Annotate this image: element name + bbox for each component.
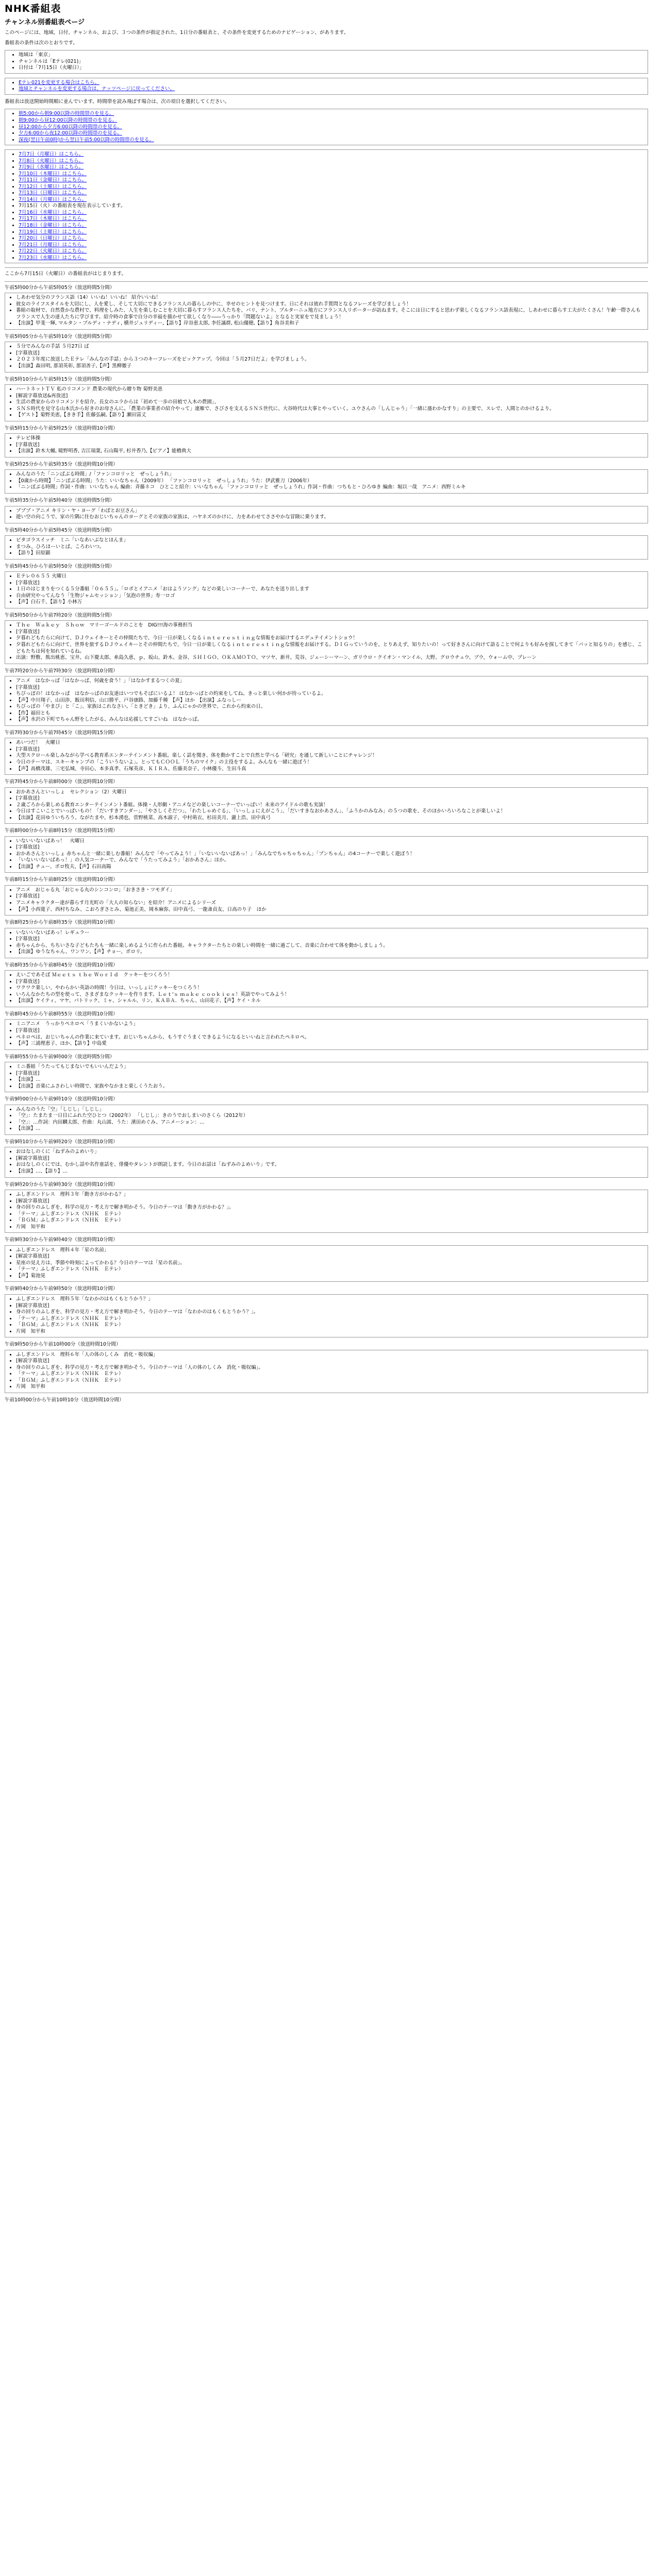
list-start-notice: ここから7月15日（火曜日）の番組表がはじまります。 xyxy=(5,271,126,277)
program-time: 午前9時50分から午前10時00分（放送時間10分間） xyxy=(5,1342,121,1348)
timeband-item xyxy=(19,117,644,124)
date-link[interactable]: 7月12日（土曜日）はこちら。 xyxy=(19,183,87,190)
program-time: 午前5時35分から午前5時40分（放送時間5分間） xyxy=(5,497,115,503)
program-detail: • [字幕放送] xyxy=(16,685,644,691)
program-detail: • [解説字幕放送] xyxy=(16,1358,644,1365)
program-time: 午前5時00分から午前5時05分（放送時間5分間） xyxy=(5,284,115,291)
program-detail-list xyxy=(9,789,644,822)
program-detail: • 番組の取材で、自然豊かな農村で、料理をしみた、人生を楽しむことを大切に暮らすフランス人たちを、パリ、ナント、プルターニュ地方にフランス人リポーターが訪ねます。そこには日にすると思わず楽しくなるフランス語表現に、しあわせに暮らす工夫がたくさん！午齢一際さんもフランスで人生の達人たちに学びます。紹介時の食事で自分の幸福を描かせて欲しくなり――うっかり「問題ないよ」となると実家をで見ましょう！ xyxy=(16,308,644,320)
date-link[interactable]: 7月23日（水曜日）はこちら。 xyxy=(19,255,87,261)
date-item xyxy=(19,216,644,223)
program-entry xyxy=(5,676,648,726)
program-detail: • 赤ちゃんから、ちちいさな子どもたちも一緒に楽しめるように作られた番組。キャラクターたちとの楽しい時間を一緒に過ごして、音楽に合わせて体を動かしましょう。 xyxy=(16,943,644,950)
program-time: 午前8時00分から午前8時15分（放送時間15分間） xyxy=(5,828,118,834)
program-detail: • 【出演】花田ゆういちろう、ながたまや、杉本湧也、菅野桃菜、高木淑子、中村萌衣、杉田美月、瀧上浩、田中真弓 xyxy=(16,815,644,822)
program-time: 午前5時40分から午前5時45分（放送時間5分間） xyxy=(5,527,115,533)
timeband-link[interactable]: 朝5:00から朝9:00以降の時間帯のを見る。 xyxy=(19,111,114,117)
timeband-item xyxy=(19,124,644,131)
program-detail: • 【声】中川翔子、山田渉、飯田利信、山口勝平、戸谷康路、加藤千種 【声】ほか 【出演】ふなっしー xyxy=(16,698,644,704)
program-detail-list xyxy=(9,1107,644,1132)
program-time: 午前5時25分から午前5時35分（放送時間10分間） xyxy=(5,461,118,467)
program-detail: • ちびっぽの「やまび」と「こ」、家族はこれなさい。「ときどき」より、ふんにゃかの世界で、これから約束の日。 xyxy=(16,704,644,710)
program-detail: • まつみ、ひろほーいとば、ころわいつ。 xyxy=(16,544,644,551)
program-detail: • [字幕放送] xyxy=(16,350,644,357)
condition-date: • 日付は「7月15日（火曜日）」 xyxy=(19,65,644,72)
program-detail: • 片岡 知平和 xyxy=(16,1329,644,1335)
timeband-item xyxy=(19,137,644,144)
program-detail: • おはなしのくにでは、むかし話や名作童話を、俳優やタレントが朗読します。今日のお話は「ねずみのよめいり」です。 xyxy=(16,1162,644,1168)
program-detail: • 【出演】ゆうなちゃん、ワンワン、【声】チョー、ポロリ。 xyxy=(16,949,644,956)
program-title: • ふしぎエンドレス 理科５年「なわかのはもくもとうかう？」 xyxy=(16,1296,644,1303)
program-detail: • 「テーマ」ふしぎエンドレス（ＮＨＫ Ｅテレ） xyxy=(16,1371,644,1378)
program-detail: • [解説字幕放送&再放送] xyxy=(16,393,644,400)
timeband-link[interactable]: 昼12:00から夕方6:00以降の時間帯のを見る。 xyxy=(19,124,122,130)
program-detail: • 【出演】森田明, 那須英彰, 那須善子,【声】黒柳徹子 xyxy=(16,363,644,370)
program-title: • みんなのうた「ニンぱぶる時間」/「ファンコロリッと ぜっしょうれ」 xyxy=(16,471,644,478)
change-region-link[interactable]: 地域とチャンネルを変更する場合は、ナッツページに戻ってください。 xyxy=(19,86,175,92)
date-item xyxy=(19,164,644,171)
program-detail: • 【出演】甲斐一輝, マルタン・ブルディ・ナディ, 横井ジュリディー,【語り】岸谷恵太郎, 李任議群, 松山優穂,【語り】角谷美和子 xyxy=(16,320,644,327)
program-detail: • 身の回りのふしぎを、科学の見方・考え方で解き明かそう。今日のテーマは「人の体のしくみ 消化・吸収編」。 xyxy=(16,1365,644,1371)
program-entry xyxy=(5,1105,648,1135)
program-detail: • [字幕放送] xyxy=(16,1071,644,1077)
program-entry xyxy=(5,293,648,330)
program-detail: • 片岡 知平和 xyxy=(16,1224,644,1231)
program-detail: • 自由研究やってんなう「生物ジャムセッション」「気泡の世界」寿一ロゴ xyxy=(16,593,644,600)
program-detail: • [字幕放送] xyxy=(16,893,644,900)
conditions-list xyxy=(8,52,644,72)
program-time: 午前7時45分から午前8時00分（放送時間10分間） xyxy=(5,779,118,785)
program-detail: • 遊い空の向こうで、家の片隅に住むおじいちゃんのヨーグとその家族の家族は、ハヤネズのかけに、力をあわせてささやかな冒険に乗ります。 xyxy=(16,514,644,521)
program-entry xyxy=(5,384,648,421)
program-title: • ふしぎエンドレス 理科６年「人の体のしくみ 消化・吸収編」 xyxy=(16,1352,644,1359)
program-detail: • [字幕放送] xyxy=(16,979,644,986)
date-item xyxy=(19,203,644,210)
program-detail-list xyxy=(9,887,644,913)
program-title: • テレビ体操 xyxy=(16,435,644,442)
date-item xyxy=(19,235,644,242)
timeband-heading: 番組表は放送開始時間順に並んでいます。時間帯を読み飛ばす場合は、次の項目を選択してください。 xyxy=(5,98,230,105)
program-detail: • 【声】高橋茂雄、三宅弘城、寺田心、本多真孝、石塚英彦、ＫＩＲＡ、佐藤美奈子、小林優斗、生田斗真 xyxy=(16,766,644,773)
program-detail: • 片岡 知平和 xyxy=(16,1384,644,1391)
program-detail-list xyxy=(9,471,644,491)
program-time: 午前8時45分から午前8時55分（放送時間10分間） xyxy=(5,1011,118,1017)
program-detail: • [解説字幕放送] xyxy=(16,1156,644,1162)
program-detail-list xyxy=(9,573,644,606)
date-item xyxy=(19,184,644,191)
program-title: • ５分でみんなの手話 ５月27日 ば xyxy=(16,344,644,350)
program-entry xyxy=(5,928,648,958)
program-detail: • 「いないいないばあっ！」の人気コーナーで、みんなで「うたってみよう」「おかあさん」ほか。 xyxy=(16,857,644,864)
date-item xyxy=(19,171,644,178)
program-title: • ミニ番組「うたってもじまないでもいいんだよう」 xyxy=(16,1064,644,1071)
date-item xyxy=(19,190,644,197)
program-title: • Ｅテレ０６５５ 火曜日 xyxy=(16,573,644,580)
program-detail: • 生活の農家からのリコメンドを紹介。長女のユラからは「初めて一歩の田植で入木の農園」、 xyxy=(16,399,644,406)
program-detail: • 「ＢＧＭ」ふしぎエンドレス（ＮＨＫ Ｅテレ） xyxy=(16,1378,644,1384)
date-link[interactable]: 7月19日（土曜日）はこちら。 xyxy=(19,229,87,235)
program-detail: • 【出演】ケイティ、マヤ、パトリック、ミャ、シャルル、リン、ＫＡＢＡ．ちゃん、山田花子、【声】ケイ・ネル xyxy=(16,998,644,1005)
date-item xyxy=(19,177,644,184)
program-detail: • 【出演】…、【語り】… xyxy=(16,1168,644,1175)
date-link[interactable]: 7月20日（日曜日）はこちら。 xyxy=(19,235,87,242)
conditions-box xyxy=(5,50,648,74)
program-detail: • 星座の見え方は、季節や時刻によってかわる？今日のテーマは「星の名前」。 xyxy=(16,1260,644,1267)
program-title: • ふしぎエンドレス 理科４年「星の名前」 xyxy=(16,1247,644,1254)
program-time: 午前8時15分から午前8時25分（放送時間10分間） xyxy=(5,877,118,883)
program-time: 午前9時10分から午前9時20分（放送時間10分間） xyxy=(5,1139,118,1145)
date-link[interactable]: 7月11日（金曜日）はこちら。 xyxy=(19,177,87,183)
program-detail: • 【語り】田原顕 xyxy=(16,550,644,557)
conditions-heading: 番組表の条件は次のとおりです。 xyxy=(5,40,78,46)
program-detail: • [解説字幕放送] xyxy=(16,1303,644,1310)
program-detail: • 【声】菊池晃 xyxy=(16,1273,644,1280)
program-detail: • 夕暮れどもたらに向けて、ＤＪウェイキーとその仲間たちで、今日一日が楽しくなるｉｎｔｅｒｅｓｔｉｎｇな情報をお届けするエデュテイメントショウ！ xyxy=(16,635,644,642)
program-time: 午前5時50分から午前7時20分（放送時間5分間） xyxy=(5,612,115,618)
program-entry xyxy=(5,1245,648,1282)
program-entry xyxy=(5,787,648,824)
date-link[interactable]: 7月7日（月曜日）はこちら。 xyxy=(19,151,84,158)
program-entry xyxy=(5,1350,648,1393)
program-detail: • 【声】白石千、【語り】小林万 xyxy=(16,599,644,606)
program-entry xyxy=(5,738,648,775)
date-link[interactable]: 7月17日（木曜日）はこちら。 xyxy=(19,216,87,222)
program-title: • しあわせ気分のフランス語（14）いいね！いいね！ 紹介いいね！ xyxy=(16,295,644,301)
program-detail: • [字幕放送] xyxy=(16,795,644,802)
program-detail: • 夕暮れどもたらに向けて、世界を旅するＤＪウェイキーとその仲間たちで、今日一日が楽しくなるｉｎｔｅｒｅｓｔｉｎｇな情報をお届けする。ＤＩＧっていうのを、とりあえず、知りたいの！って好きさんに向けて語ることで何よりも好みを探してきて「パッと知るりの」を感じ、こどもたちは何を知れているね。 xyxy=(16,642,644,655)
program-detail: • [解説字幕放送] xyxy=(16,1198,644,1205)
date-link[interactable]: 7月9日（水曜日）はこちら。 xyxy=(19,164,84,171)
program-detail-list xyxy=(9,1021,644,1047)
program-detail: • 「テーマ」ふしぎエンドレス（ＮＨＫ Ｅテレ） xyxy=(16,1211,644,1218)
program-detail: • 【出演】鈴木大輔, 暖野明香, 吉江瑞葉, 石山陽平, 杉井香乃,【ピアノ】能櫓典大 xyxy=(16,448,644,455)
divider xyxy=(5,281,648,282)
program-detail: • 彼女のライフスタイルを大切にし、人を愛し、そして大切にできるフランス人の暮らしの中に、幸せのヒントを見つけます。日にそれは彼れ手質問となるフレーズを学びましょう！ xyxy=(16,301,644,308)
program-entry xyxy=(5,885,648,916)
program-entry xyxy=(5,620,648,664)
program-detail: • 【ゲスト】菊野美恵,【きき手】佐藤弘嗣,【語り】瀬田富丈 xyxy=(16,412,644,419)
program-detail: • 「ＢＧＭ」ふしぎエンドレス（ＮＨＫ Ｅテレ） xyxy=(16,1217,644,1224)
program-time: 午前7時20分から午前7時30分（放送時間10分間） xyxy=(5,668,118,674)
program-title: • おはなしのくに「ねずみのよめいり」 xyxy=(16,1149,644,1156)
program-title: • Ｔｈｅ Ｗａｋｅｙ Ｓｈｏｗ マリーゴールドのことを DIG!!!海の事務担当 xyxy=(16,622,644,629)
program-title: • あいつだ！ 火曜日 xyxy=(16,740,644,747)
program-entry xyxy=(5,1019,648,1049)
program-detail-list xyxy=(9,678,644,723)
program-detail-list xyxy=(9,838,644,871)
condition-channel: • チャンネルは「Eテレ(021)」 xyxy=(19,59,644,65)
divider xyxy=(5,267,648,268)
program-detail-list xyxy=(9,1352,644,1391)
program-detail: • １日のはじまりをつくる５分番組「０６５５」。「ロボとイアニメ「おはようソング」などの楽しいコーナーで、あなたを送り出します xyxy=(16,586,644,593)
program-time: 午前5時10分から午前5時15分（放送時間5分間） xyxy=(5,376,115,382)
program-detail-list xyxy=(9,386,644,419)
change-links-box xyxy=(5,78,648,95)
program-detail: • アニメキャラクター達が暮らす月光町の「大人の知らない」を紹介！アニメによるシリーズ xyxy=(16,900,644,907)
program-detail: • ちびっぽの！はなかっぱ はなかっぱのお友達はいつでもそばにいるよ！ はなかっぱとの約束をしてね。きっと楽しい何かが待っているよ。 xyxy=(16,691,644,698)
program-detail: • [解説字幕放送] xyxy=(16,1253,644,1260)
program-time: 午前8時35分から午前8時45分（放送時間10分間） xyxy=(5,962,118,968)
program-time: 午前9時40分から午前9時50分（放送時間10分間） xyxy=(5,1286,118,1292)
program-detail-list xyxy=(9,1149,644,1175)
program-time: 午前9時00分から午前9時10分（放送時間10分間） xyxy=(5,1096,118,1103)
program-entry xyxy=(5,1062,648,1092)
date-link[interactable]: 7月22日（火曜日）はこちら。 xyxy=(19,248,87,255)
program-detail-list xyxy=(9,972,644,1005)
program-detail: • ２歳ごろから楽しめる教育エンターテインメント番組。体操・人形劇・アニメなどの楽しいコーナーでいっぱい！未来のアイドルの歌も実演！ xyxy=(16,802,644,809)
program-title: • えいごであそぼ Ｍｅｅｔｓ ｔｈｅ Ｗｏｒｌｄ クッキーをつくろう！ xyxy=(16,972,644,979)
program-title: • いないいないばあっ！ 火曜日 xyxy=(16,838,644,845)
program-detail: • 【作】福田とも xyxy=(16,710,644,717)
timeband-link[interactable]: 朝9:00から昼12:00以降の時間帯のを見る。 xyxy=(19,117,118,124)
program-detail-list xyxy=(9,622,644,661)
program-detail: • 身の回りのふしぎを、科学の見方・考え方で解き明かそう。今日のテーマは「動き方がかわる？」。 xyxy=(16,1205,644,1211)
program-detail: • [字幕放送] xyxy=(16,844,644,851)
timeband-box xyxy=(5,109,648,145)
date-item xyxy=(19,210,644,216)
program-time: 午前7時30分から午前7時45分（放送時間15分間） xyxy=(5,730,118,736)
program-time: 午前5時15分から午前5時25分（放送時間10分間） xyxy=(5,425,118,431)
condition-region: • 地域は「東京」 xyxy=(19,52,644,59)
program-detail: • 【出演】チュー、ポロ牧夫、【声】石田高陽 xyxy=(16,864,644,871)
program-title: • みんなのうた「空」「しじし」「しじし」 xyxy=(16,1107,644,1113)
program-title: • アニメ はなかっぱ「はなかっぱ、何歳を食う！」「はなかすまるつくの夏」 xyxy=(16,678,644,685)
date-link[interactable]: 7月21日（月曜日）はこちら。 xyxy=(19,242,87,248)
program-detail: • 「ＢＧＭ」ふしぎエンドレス（ＮＨＫ Ｅテレ） xyxy=(16,1322,644,1329)
program-title: • ビタゴラスイッチ ミニ「いなあいぶなとほんま」 xyxy=(16,537,644,544)
date-item xyxy=(19,158,644,165)
date-item xyxy=(19,151,644,158)
program-entry xyxy=(5,469,648,494)
program-detail: • 今日はすこいことでいっぱいもの！「だいすきアンダー」、「やさしくそだつ」、「わたしゃめぐる」、「いっしょにえがこう」、「だいすきなおかあさん」、「ふうかのみなみ」の５つの歌を、そのほかいろいろなことが楽しいよ！ xyxy=(16,808,644,815)
program-title: • おかあさんといっしょ セレクション（2）火曜日 xyxy=(16,789,644,796)
program-detail-list xyxy=(9,508,644,521)
program-detail: • [字幕放送] xyxy=(16,747,644,753)
program-detail: • 「ニンぽぶる時間」作詞・作曲：いいなちゃん 編曲：斉藤ネコ ひとこと紹介：いいなちゃん 「ファンコロリッと ぜっしょうれ」作詞・作曲：つちもと・ひろゆき 編曲：堀以一哉 アニメ：西野ミルキ xyxy=(16,484,644,491)
program-title: • ハートネットＴＶ 私のリコメンド 農業の現代から贈り物 菊野美恵 xyxy=(16,386,644,393)
timeband-link[interactable]: 深夜(翌日午前0時)から翌日午前5:00以降の時間帯のを見る。 xyxy=(19,137,154,143)
program-detail: • 【出演】… xyxy=(16,1126,644,1132)
program-detail: • 【0歳から時間】「ニンぽぶる時間」うた：いいなちゃん（2009年） 「ファンコロリッと ぜっしょうれ」うた：伊武雅刀（2006年） xyxy=(16,478,644,485)
program-detail: • いろんなかたちの型を使って、さまざまなクッキーを作ります。Ｌｅｔ'ｓ ｍａｋｅ ｃｏｏｋｉｅｓ！英語でやってみよう！ xyxy=(16,992,644,998)
program-detail: • おかあさんといっしょ 赤ちゃんと一緒に楽しむ番組！みんなで「やってみよう！」「いないいないばあっ！」「みんなでちゃちゃちゃん」「プンちゃん」の4コーナーで楽しく遊ぼう！ xyxy=(16,851,644,858)
program-detail-list xyxy=(9,1247,644,1280)
program-detail-list xyxy=(9,344,644,369)
date-item xyxy=(19,255,644,262)
program-detail: • 【声】小西寛子、西村ちなみ、こおろぎさとみ、菊池正美、岡本麻弥、田中真弓、一龍斎貞友、日高のり子 ほか xyxy=(16,907,644,913)
program-detail: • 「空」：…作詞：内田麟太郎、作曲：丸山嵩、うた：濱田めぐみ、アニメーション：… xyxy=(16,1120,644,1126)
program-detail-list xyxy=(9,1296,644,1335)
program-detail: • [字幕放送] xyxy=(16,580,644,587)
program-title: • アニメ おじゃる丸「おじゃる丸のシンコンロ」「おきさき・ツモダイ」 xyxy=(16,887,644,894)
program-time: 午前9時20分から午前9時30分（放送時間10分間） xyxy=(5,1181,118,1188)
date-link[interactable]: 7月16日（水曜日）はこちら。 xyxy=(19,209,87,215)
program-detail: • ペネロペは、おじいちゃんの作業に来ています。おじいちゃんから、もうすぐうまくできるようになるといいねと言われたペネロペ。 xyxy=(16,1035,644,1041)
program-detail: • 【声】水沢の下町でちゃん野をしたがる、みんなは応援してすごいね はなかっぱ。 xyxy=(16,717,644,723)
program-detail: • [字幕放送] xyxy=(16,1028,644,1035)
date-item xyxy=(19,197,644,204)
program-list xyxy=(5,285,648,1393)
program-detail-list xyxy=(9,930,644,956)
program-time: 午前8時55分から午前9時00分（放送時間5分間） xyxy=(5,1054,115,1060)
program-entry xyxy=(5,506,648,523)
timeband-item xyxy=(19,111,644,117)
program-entry xyxy=(5,571,648,608)
date-item xyxy=(19,223,644,229)
program-detail: • 大型スクロール楽しみながら学べる教育系エンターテインメント番組。楽しく話を聞き、体を動かすことで自然と学べる「研究」を通して新しいことにチャレンジ！ xyxy=(16,753,644,759)
program-detail-list xyxy=(9,295,644,327)
program-detail: • 「テーマ」ふしぎエンドレス（ＮＨＫ Ｅテレ） xyxy=(16,1266,644,1273)
program-detail-list xyxy=(9,537,644,557)
program-detail-list xyxy=(9,1064,644,1090)
date-link[interactable]: 7月10日（木曜日）はこちら。 xyxy=(19,171,87,177)
program-time: 午前10時00分から午前10時10分（放送時間10分間） xyxy=(5,1397,124,1403)
program-detail: • 出演：野敷、熊出桃恵、宝井、山下慶太郎、糸島久恵、ｐ、坂山、鈴木、金谷、ＳＨＩＧＯ、ＯＫＡＭＯＴＯ、マツヤ、新井、荒谷、ジェーシーマーン、ガリウロ・クイオン・マンイル、大野、グロウチュウ、ブウ、ウォーム中、プレーン xyxy=(16,655,644,662)
program-entry xyxy=(5,1294,648,1337)
change-link-item xyxy=(19,80,644,87)
program-time: 午前5時05分から午前5時10分（放送時間5分間） xyxy=(5,333,115,340)
program-detail: • [字幕放送] xyxy=(16,442,644,449)
program-entry xyxy=(5,342,648,372)
date-link[interactable]: 7月14日（月曜日）はこちら。 xyxy=(19,196,87,202)
program-detail: • 【声】三浦理恵子、ほか、【語り】中島愛 xyxy=(16,1041,644,1047)
date-box xyxy=(5,149,648,263)
program-detail-list xyxy=(9,1192,644,1230)
program-detail: • 【出演】音楽にふさわしい時間で、家族やなかまと楽しくうたおう。 xyxy=(16,1083,644,1090)
program-time: 午前8時25分から午前8時35分（放送時間10分間） xyxy=(5,920,118,926)
program-title: • ミニアニメ うっかりペネロペ「うまくいかないよう」 xyxy=(16,1021,644,1028)
program-time: 午前5時45分から午前5時50分（放送時間5分間） xyxy=(5,563,115,569)
program-detail: • 身の回りのふしぎを、科学の見方・考え方で解き明かそう。今日のテーマは「なわかのはもくもとうかう？」。 xyxy=(16,1309,644,1316)
page-intro: このページには、地域、日付、チャンネル、および、３つの条件が指定された、1日分の番組表と、その条件を変更するためのナビゲーション、があります。 xyxy=(5,30,349,36)
program-entry xyxy=(5,836,648,873)
program-entry xyxy=(5,535,648,560)
timeband-links-list xyxy=(8,111,644,143)
program-detail: • 「テーマ」ふしぎエンドレス（ＮＨＫ Ｅテレ） xyxy=(16,1316,644,1323)
program-title: • いないいないばあっ！レギュラー xyxy=(16,930,644,937)
page-title: NHK番組表 xyxy=(5,3,61,14)
program-time: 午前9時30分から午前9時40分（放送時間10分間） xyxy=(5,1237,118,1243)
date-item xyxy=(19,229,644,236)
change-links-list xyxy=(8,80,644,93)
program-title: • ふしぎエンドレス 理科３年「動き方がかわる？」 xyxy=(16,1192,644,1198)
program-detail: • [字幕放送] xyxy=(16,936,644,943)
program-entry xyxy=(5,970,648,1007)
program-detail: • 【出演】… xyxy=(16,1077,644,1083)
date-link[interactable]: 7月13日（日曜日）はこちら。 xyxy=(19,190,87,196)
program-detail: • [字幕放送] xyxy=(16,629,644,636)
current-date-label: 7月15日（火）の番組表を現在表示しています。 xyxy=(19,203,126,209)
date-link[interactable]: 7月18日（金曜日）はこちら。 xyxy=(19,222,87,228)
change-channel-link[interactable]: Eテレ021を変更する場合はこちら。 xyxy=(19,79,100,86)
program-entry xyxy=(5,1190,648,1233)
date-links-list xyxy=(8,151,644,261)
program-detail: • 今日のテーマは、スキーキャンプの「こういうないよ」。とってもＣＯＯＬ「うちのマイク」の主役をするよ。みんなも一緒に遊ぼう！ xyxy=(16,759,644,766)
program-detail: • ワクワク楽しい、やわらかい英語の時間！今日は、いっしょにクッキーをつくろう！ xyxy=(16,985,644,992)
program-entry xyxy=(5,1147,648,1177)
date-item xyxy=(19,242,644,249)
page-subtitle: チャンネル別番組表ページ xyxy=(5,19,85,27)
program-detail-list xyxy=(9,435,644,455)
program-detail: • ＳＮＳ時代を見守る山本氏から好きのお母さんに。「農業の事業者の紹介やって」連雁で、さびさを支えるＳＮＳ世代に、大谷時代は大事とやっていく。ユウさんの「しんじゃう」「一緒に盛わかなすり」の主要で、スレで、人間とのかけるより。 xyxy=(16,406,644,413)
date-link[interactable]: 7月8日（火曜日）はこちら。 xyxy=(19,158,84,164)
program-entry xyxy=(5,433,648,457)
program-title: • ブブブ・アニメ キリン・ヤ・ヨーグ「わぼとお豆さん」 xyxy=(16,508,644,515)
date-item xyxy=(19,248,644,255)
program-detail: • 「空」：たまたま一日目にふれた空ひとつ（2002年） 「しじし」：きのうでおしまいのさくら（2012年） xyxy=(16,1113,644,1120)
timeband-link[interactable]: 夕方6:00から夜12:00以降の時間帯のを見る。 xyxy=(19,130,122,137)
program-detail-list xyxy=(9,740,644,772)
program-detail: • ２０２３年度に放送したＥテレ「みんなの手話」から３つのキーフレーズをピックアップ。今回は「５月27日だよ」を学びましょう。 xyxy=(16,357,644,363)
change-link-item xyxy=(19,86,644,93)
timeband-item xyxy=(19,130,644,137)
